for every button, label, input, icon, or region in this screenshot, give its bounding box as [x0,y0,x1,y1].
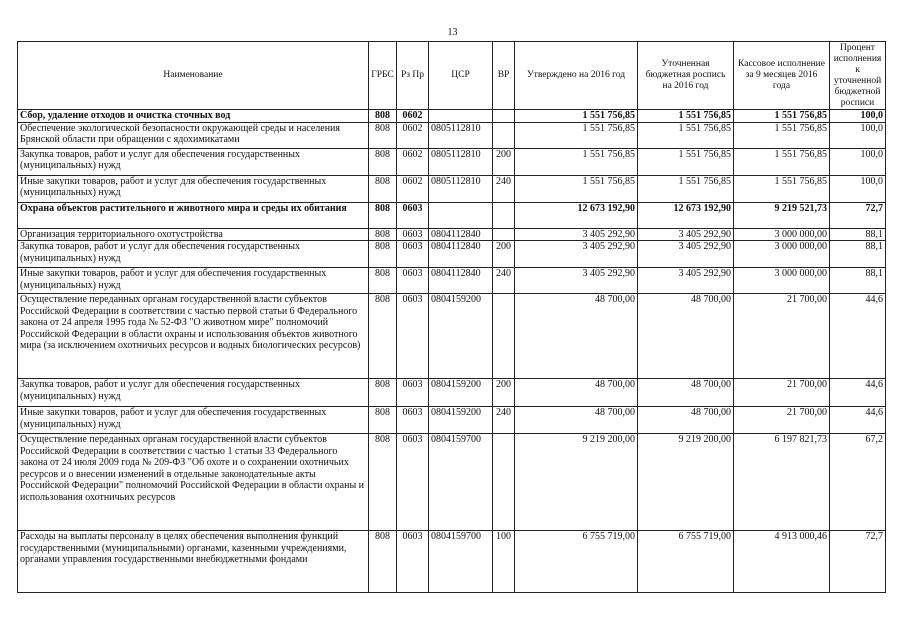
table-row [18,407,886,434]
row-vr [493,228,515,241]
row-grbs: 808 [369,110,397,123]
row-executed: 3 000 000,00 [734,228,830,241]
row-rzpr: 0603 [397,379,429,407]
row-approved: 1 551 756,85 [515,122,638,148]
row-vr [493,202,515,228]
row-vr: 100 [493,531,515,593]
row-name: Иные закупки товаров, работ и услуг для обеспечения государственных (муниципальных) нужд [18,268,369,294]
row-approved: 48 700,00 [515,294,638,379]
row-percent: 44,6 [830,379,886,407]
row-refined: 12 673 192,90 [638,202,734,228]
row-grbs: 808 [369,148,397,175]
row-approved: 1 551 756,85 [515,110,638,123]
row-name: Закупка товаров, работ и услуг для обеспечения государственных (муниципальных) нужд [18,379,369,407]
row-vr: 240 [493,268,515,294]
table-row [18,268,886,294]
row-grbs: 808 [369,241,397,268]
table-row [18,148,886,175]
row-vr [493,434,515,531]
row-grbs: 808 [369,268,397,294]
row-approved: 9 219 200,00 [515,434,638,531]
row-executed: 21 700,00 [734,294,830,379]
table-row [18,175,886,202]
table-row [18,434,886,531]
row-name: Охрана объектов растительного и животного мира и среды их обитания [18,202,369,228]
row-refined: 6 755 719,00 [638,531,734,593]
row-executed: 1 551 756,85 [734,148,830,175]
col-refined-header: Уточненная бюджетная роспись на 2016 год [638,42,734,110]
row-csr: 0804159200 [429,294,493,379]
col-vr-header: ВР [493,42,515,110]
row-rzpr: 0602 [397,122,429,148]
row-csr [429,110,493,123]
row-csr: 0804112840 [429,241,493,268]
row-refined: 3 405 292,90 [638,268,734,294]
row-name: Расходы на выплаты персоналу в целях обеспечения выполнения функций государственными (муниципальными) органами, казенными учреждениями, органами управления государственными внебюджетными фондами [18,531,369,593]
table-body [18,110,886,593]
row-grbs: 808 [369,294,397,379]
row-rzpr: 0603 [397,228,429,241]
col-grbs-header: ГРБС [369,42,397,110]
table-row [18,122,886,148]
row-vr: 200 [493,148,515,175]
row-rzpr: 0603 [397,434,429,531]
row-refined: 1 551 756,85 [638,122,734,148]
row-csr: 0804159700 [429,531,493,593]
row-executed: 3 000 000,00 [734,241,830,268]
row-executed: 21 700,00 [734,379,830,407]
row-rzpr: 0602 [397,175,429,202]
row-rzpr: 0602 [397,148,429,175]
row-approved: 3 405 292,90 [515,268,638,294]
row-percent: 100,0 [830,148,886,175]
row-approved: 1 551 756,85 [515,175,638,202]
col-executed-header: Кассовое исполнение за 9 месяцев 2016 года [734,42,830,110]
col-percent-header: Процент исполнения к уточненной бюджетной росписи [830,42,886,110]
table-row [18,228,886,241]
row-csr [429,202,493,228]
row-vr [493,122,515,148]
row-approved: 12 673 192,90 [515,202,638,228]
row-percent: 88,1 [830,241,886,268]
col-rzpr-header: Рз Пр [397,42,429,110]
row-vr [493,294,515,379]
row-percent: 72,7 [830,202,886,228]
row-refined: 1 551 756,85 [638,110,734,123]
row-rzpr: 0603 [397,268,429,294]
header-row [18,42,886,110]
row-percent: 100,0 [830,122,886,148]
row-refined: 1 551 756,85 [638,175,734,202]
row-grbs: 808 [369,228,397,241]
row-grbs: 808 [369,531,397,593]
table-row [18,202,886,228]
row-csr: 0805112810 [429,175,493,202]
row-refined: 1 551 756,85 [638,148,734,175]
row-executed: 1 551 756,85 [734,175,830,202]
row-name: Сбор, удаление отходов и очистка сточных вод [18,110,369,123]
row-executed: 9 219 521,73 [734,202,830,228]
row-percent: 88,1 [830,228,886,241]
row-name: Иные закупки товаров, работ и услуг для обеспечения государственных (муниципальных) нужд [18,407,369,434]
row-rzpr: 0603 [397,294,429,379]
table-row [18,531,886,593]
row-rzpr: 0603 [397,407,429,434]
row-refined: 3 405 292,90 [638,228,734,241]
row-executed: 1 551 756,85 [734,110,830,123]
row-rzpr: 0603 [397,202,429,228]
table-row [18,110,886,123]
row-name: Закупка товаров, работ и услуг для обеспечения государственных (муниципальных) нужд [18,148,369,175]
row-approved: 48 700,00 [515,407,638,434]
row-refined: 48 700,00 [638,379,734,407]
row-grbs: 808 [369,407,397,434]
row-name: Организация территориального охотустройства [18,228,369,241]
row-rzpr: 0603 [397,241,429,268]
row-rzpr: 0603 [397,531,429,593]
row-csr: 0804112840 [429,228,493,241]
row-csr: 0804112840 [429,268,493,294]
row-approved: 3 405 292,90 [515,228,638,241]
col-approved-header: Утверждено на 2016 год [515,42,638,110]
budget-table [17,41,886,593]
col-name-header: Наименование [18,42,369,110]
row-grbs: 808 [369,122,397,148]
row-percent: 100,0 [830,175,886,202]
row-csr: 0805112810 [429,148,493,175]
row-csr: 0805112810 [429,122,493,148]
row-csr: 0804159700 [429,434,493,531]
row-approved: 1 551 756,85 [515,148,638,175]
row-name: Осуществление переданных органам государственной власти субъектов Российской Федерации в соответствии с частью первой статьи 6 Федерального закона от 24 апреля 1995 года № 52-ФЗ "О животном мире" полномочий Российской Федерации в области охраны и использования объектов животного мира (за исключением охотничьих ресурсов и водных биологических ресурсов) [18,294,369,379]
row-grbs: 808 [369,434,397,531]
table-row [18,379,886,407]
row-refined: 48 700,00 [638,294,734,379]
row-csr: 0804159200 [429,379,493,407]
row-percent: 44,6 [830,407,886,434]
row-percent: 72,7 [830,531,886,593]
row-percent: 44,6 [830,294,886,379]
row-name: Обеспечение экологической безопасности окружающей среды и населения Брянской области при обращении с ядохимикатами [18,122,369,148]
row-csr: 0804159200 [429,407,493,434]
row-refined: 3 405 292,90 [638,241,734,268]
row-vr: 200 [493,241,515,268]
row-refined: 48 700,00 [638,407,734,434]
row-percent: 88,1 [830,268,886,294]
col-csr-header: ЦСР [429,42,493,110]
row-percent: 100,0 [830,110,886,123]
row-vr: 200 [493,379,515,407]
table-row [18,241,886,268]
row-approved: 48 700,00 [515,379,638,407]
row-approved: 6 755 719,00 [515,531,638,593]
row-grbs: 808 [369,202,397,228]
row-executed: 21 700,00 [734,407,830,434]
row-name: Осуществление переданных органам государственной власти субъектов Российской Федерации в соответствии с частью 1 статьи 33 Федерального закона от 24 июля 2009 года № 209-ФЗ "Об охоте и о сохранении охотничьих ресурсов и о внесении изменений в отдельные законодательные акты Российской Федерации" полномочий Российской Федерации в области охраны и использования охотничьих ресурсов [18,434,369,531]
row-executed: 4 913 000,46 [734,531,830,593]
row-grbs: 808 [369,175,397,202]
table-row [18,294,886,379]
row-vr: 240 [493,175,515,202]
row-name: Иные закупки товаров, работ и услуг для обеспечения государственных (муниципальных) нужд [18,175,369,202]
row-rzpr: 0602 [397,110,429,123]
row-executed: 1 551 756,85 [734,122,830,148]
page-number: 13 [447,27,458,38]
row-name: Закупка товаров, работ и услуг для обеспечения государственных (муниципальных) нужд [18,241,369,268]
row-vr [493,110,515,123]
row-percent: 67,2 [830,434,886,531]
row-approved: 3 405 292,90 [515,241,638,268]
row-vr: 240 [493,407,515,434]
row-executed: 6 197 821,73 [734,434,830,531]
row-refined: 9 219 200,00 [638,434,734,531]
row-grbs: 808 [369,379,397,407]
row-executed: 3 000 000,00 [734,268,830,294]
